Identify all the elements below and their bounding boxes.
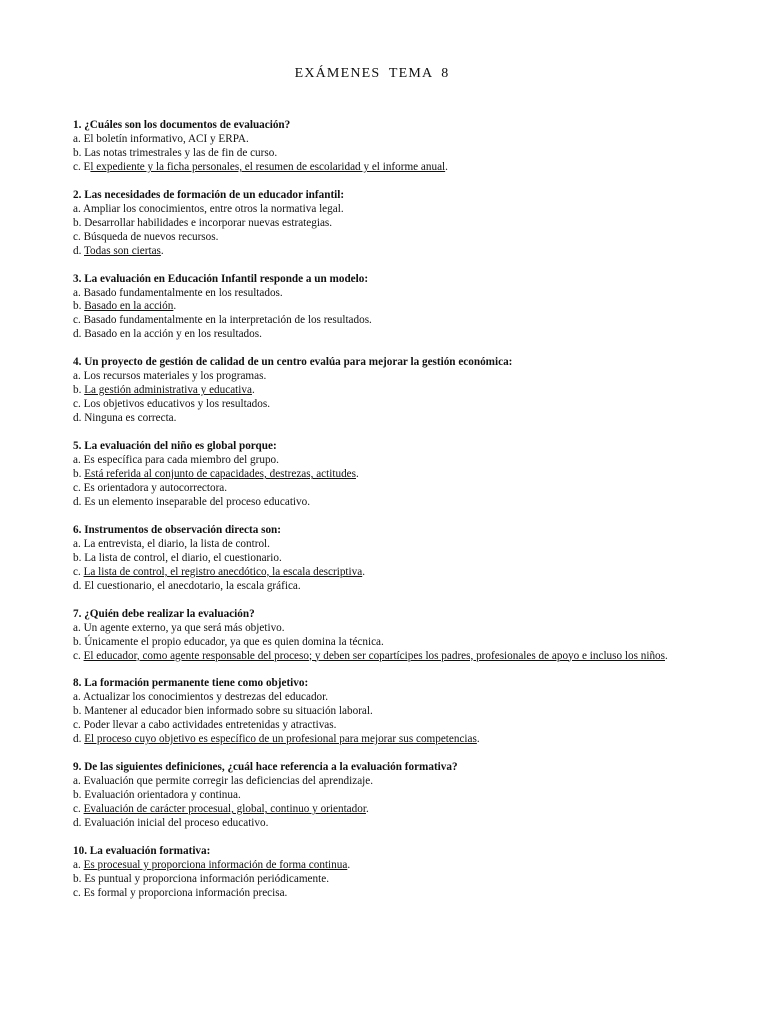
answer-option (73, 203, 683, 217)
option-prefix: a. (73, 286, 84, 299)
option-text: Es formal y proporciona información precisa. (83, 886, 288, 899)
option-text: Actualizar los conocimientos y destrezas del educador. (82, 691, 329, 704)
option-prefix: d. (73, 412, 85, 425)
question-3 (73, 273, 683, 343)
answer-option-correct (73, 803, 683, 817)
option-text: Mantener al educador bien informado sobre su situación laboral. (84, 705, 373, 718)
option-prefix: a. (73, 132, 84, 145)
option-suffix: . (445, 160, 448, 173)
question-text: 7. ¿Quién debe realizar la evaluación? (73, 607, 255, 620)
option-prefix: a. (73, 621, 84, 634)
answer-option (73, 147, 683, 161)
option-prefix: a. (73, 691, 83, 704)
option-prefix: a. (73, 775, 84, 788)
question-list (73, 119, 683, 915)
answer-option (73, 552, 683, 566)
question-5 (73, 440, 683, 510)
option-suffix: . (476, 733, 480, 746)
option-text: El educador, como agente responsable del proceso; y deben ser copartícipes los padres, profesionales de apoyo e incluso los niños (83, 649, 665, 662)
question-8 (73, 677, 683, 747)
question-6 (73, 524, 683, 594)
option-text: Evaluación que permite corregir las deficiencias del aprendizaje. (83, 775, 374, 788)
option-prefix: a. (73, 202, 83, 215)
option-suffix: . (355, 468, 359, 481)
answer-option-correct (73, 300, 683, 314)
option-text: Basado fundamentalmente en la interpretación de los resultados. (83, 314, 372, 327)
option-prefix: b. (73, 384, 85, 397)
answer-option (73, 231, 683, 245)
option-text: El cuestionario, el anecdotario, la escala gráfica. (84, 579, 301, 592)
answer-option (73, 636, 683, 650)
option-suffix: . (665, 649, 668, 662)
option-prefix: c. (73, 398, 84, 411)
option-text: Las notas trimestrales y las de fin de curso. (84, 146, 278, 159)
answer-option-correct (73, 468, 683, 482)
option-text: Evaluación de carácter procesual, global, continuo y orientador (83, 803, 366, 816)
option-text: Los recursos materiales y los programas. (83, 370, 267, 383)
option-text: La gestión administrativa y educativa (84, 384, 252, 397)
option-text: La entrevista, el diario, la lista de control. (83, 537, 270, 550)
answer-option (73, 314, 683, 328)
answer-option (73, 580, 683, 594)
option-text: El boletín informativo, ACI y ERPA. (83, 132, 249, 145)
answer-option (73, 482, 683, 496)
answer-option (73, 287, 683, 301)
answer-option-correct (73, 733, 683, 747)
option-text: l expediente y la ficha personales, el resumen de escolaridad y el informe anual (90, 160, 446, 173)
option-text: Únicamente el propio educador, ya que es quien domina la técnica. (84, 635, 384, 648)
answer-option (73, 789, 683, 803)
option-prefix: b. (73, 705, 85, 718)
option-text: Está referida al conjunto de capacidades, destrezas, actitudes (84, 468, 356, 481)
answer-option (73, 817, 683, 831)
answer-option-correct (73, 566, 683, 580)
option-text: Es un elemento inseparable del proceso educativo. (84, 495, 311, 508)
option-text: Es específica para cada miembro del grupo. (83, 454, 279, 467)
option-text: Desarrollar habilidades e incorporar nuevas estrategias. (84, 216, 333, 229)
option-text: Evaluación orientadora y continua. (84, 789, 241, 802)
answer-option-correct (73, 245, 683, 259)
page-title: EXÁMENES TEMA 8 (294, 66, 450, 81)
option-prefix: d. (73, 244, 84, 257)
option-prefix: c. (73, 565, 84, 578)
answer-option (73, 538, 683, 552)
question-7 (73, 608, 683, 664)
option-text: Evaluación inicial del proceso educativo. (84, 817, 269, 830)
option-suffix: . (365, 803, 369, 816)
option-prefix: b. (73, 635, 85, 648)
option-text: La lista de control, el diario, el cuestionario. (84, 551, 282, 564)
option-text: Búsqueda de nuevos recursos. (83, 230, 219, 243)
option-prefix: b. (73, 468, 85, 481)
option-prefix: a. (73, 370, 84, 383)
option-suffix: . (251, 384, 255, 397)
option-prefix: c. E (73, 160, 91, 173)
option-text: Basado en la acción (84, 300, 174, 313)
answer-option (73, 328, 683, 342)
option-prefix: b. (73, 872, 85, 885)
option-text: El proceso cuyo objetivo es específico de un profesional para mejorar sus competencias (84, 733, 477, 746)
option-text: Es puntual y proporciona información periódicamente. (84, 872, 329, 885)
question-text: 2. Las necesidades de formación de un educador infantil: (73, 188, 345, 201)
option-prefix: d. (73, 733, 85, 746)
option-text: Poder llevar a cabo actividades entretenidas y atractivas. (83, 719, 337, 732)
answer-option (73, 887, 683, 901)
option-prefix: a. (73, 454, 84, 467)
option-prefix: b. (73, 551, 85, 564)
option-text: Todas son ciertas (84, 244, 161, 257)
answer-option-correct (73, 859, 683, 873)
option-prefix: b. (73, 216, 85, 229)
option-prefix: c. (73, 649, 84, 662)
answer-option (73, 622, 683, 636)
answer-option (73, 691, 683, 705)
option-prefix: c. (73, 719, 84, 732)
answer-option (73, 133, 683, 147)
question-10 (73, 845, 683, 901)
option-prefix: c. (73, 481, 84, 494)
question-2 (73, 189, 683, 259)
answer-option (73, 496, 683, 510)
option-prefix: d. (73, 495, 85, 508)
option-text: Basado en la acción y en los resultados. (84, 328, 262, 341)
question-text: 5. La evaluación del niño es global porque: (73, 440, 277, 453)
answer-option-correct (73, 384, 683, 398)
answer-option (73, 873, 683, 887)
option-prefix: c. (73, 886, 84, 899)
option-suffix: . (362, 565, 365, 578)
option-prefix: d. (73, 328, 85, 341)
answer-option-correct (73, 161, 683, 175)
question-text: 10. La evaluación formativa: (73, 844, 211, 857)
option-text: Ampliar los conocimientos, entre otros la normativa legal. (82, 202, 344, 215)
question-text: 8. La formación permanente tiene como objetivo: (73, 677, 309, 690)
answer-option (73, 454, 683, 468)
option-prefix: d. (73, 579, 85, 592)
option-text: Es procesual y proporciona información de forma continua (83, 858, 348, 871)
option-text: La lista de control, el registro anecdótico, la escala descriptiva (83, 565, 363, 578)
question-4 (73, 356, 683, 426)
option-prefix: d. (73, 817, 85, 830)
answer-option (73, 398, 683, 412)
question-text: 3. La evaluación en Educación Infantil responde a un modelo: (73, 272, 369, 285)
option-prefix: a. (73, 537, 84, 550)
option-prefix: c. (73, 803, 84, 816)
question-text: 1. ¿Cuáles son los documentos de evaluación? (73, 119, 291, 131)
answer-option-correct (73, 650, 683, 664)
option-suffix: . (347, 858, 351, 871)
answer-option (73, 370, 683, 384)
answer-option (73, 719, 683, 733)
option-prefix: c. (73, 314, 84, 327)
option-text: Un agente externo, ya que será más objetivo. (83, 621, 285, 634)
option-suffix: . (160, 244, 164, 257)
option-suffix: . (173, 300, 177, 313)
question-1 (73, 119, 683, 175)
option-prefix: b. (73, 300, 85, 313)
question-text: 9. De las siguientes definiciones, ¿cuál hace referencia a la evaluación formativa? (73, 761, 458, 774)
answer-option (73, 412, 683, 426)
option-text: Es orientadora y autocorrectora. (83, 481, 228, 494)
question-text: 4. Un proyecto de gestión de calidad de un centro evalúa para mejorar la gestión económica: (73, 356, 513, 369)
answer-option (73, 705, 683, 719)
option-prefix: b. (73, 146, 85, 159)
question-text: 6. Instrumentos de observación directa son: (73, 523, 282, 536)
answer-option (73, 217, 683, 231)
option-text: Basado fundamentalmente en los resultados. (83, 286, 283, 299)
answer-option (73, 775, 683, 789)
option-prefix: b. (73, 789, 85, 802)
option-prefix: a. (73, 858, 84, 871)
option-prefix: c. (73, 230, 84, 243)
option-text: Los objetivos educativos y los resultados. (83, 398, 270, 411)
question-9 (73, 761, 683, 831)
option-text: Ninguna es correcta. (84, 412, 177, 425)
